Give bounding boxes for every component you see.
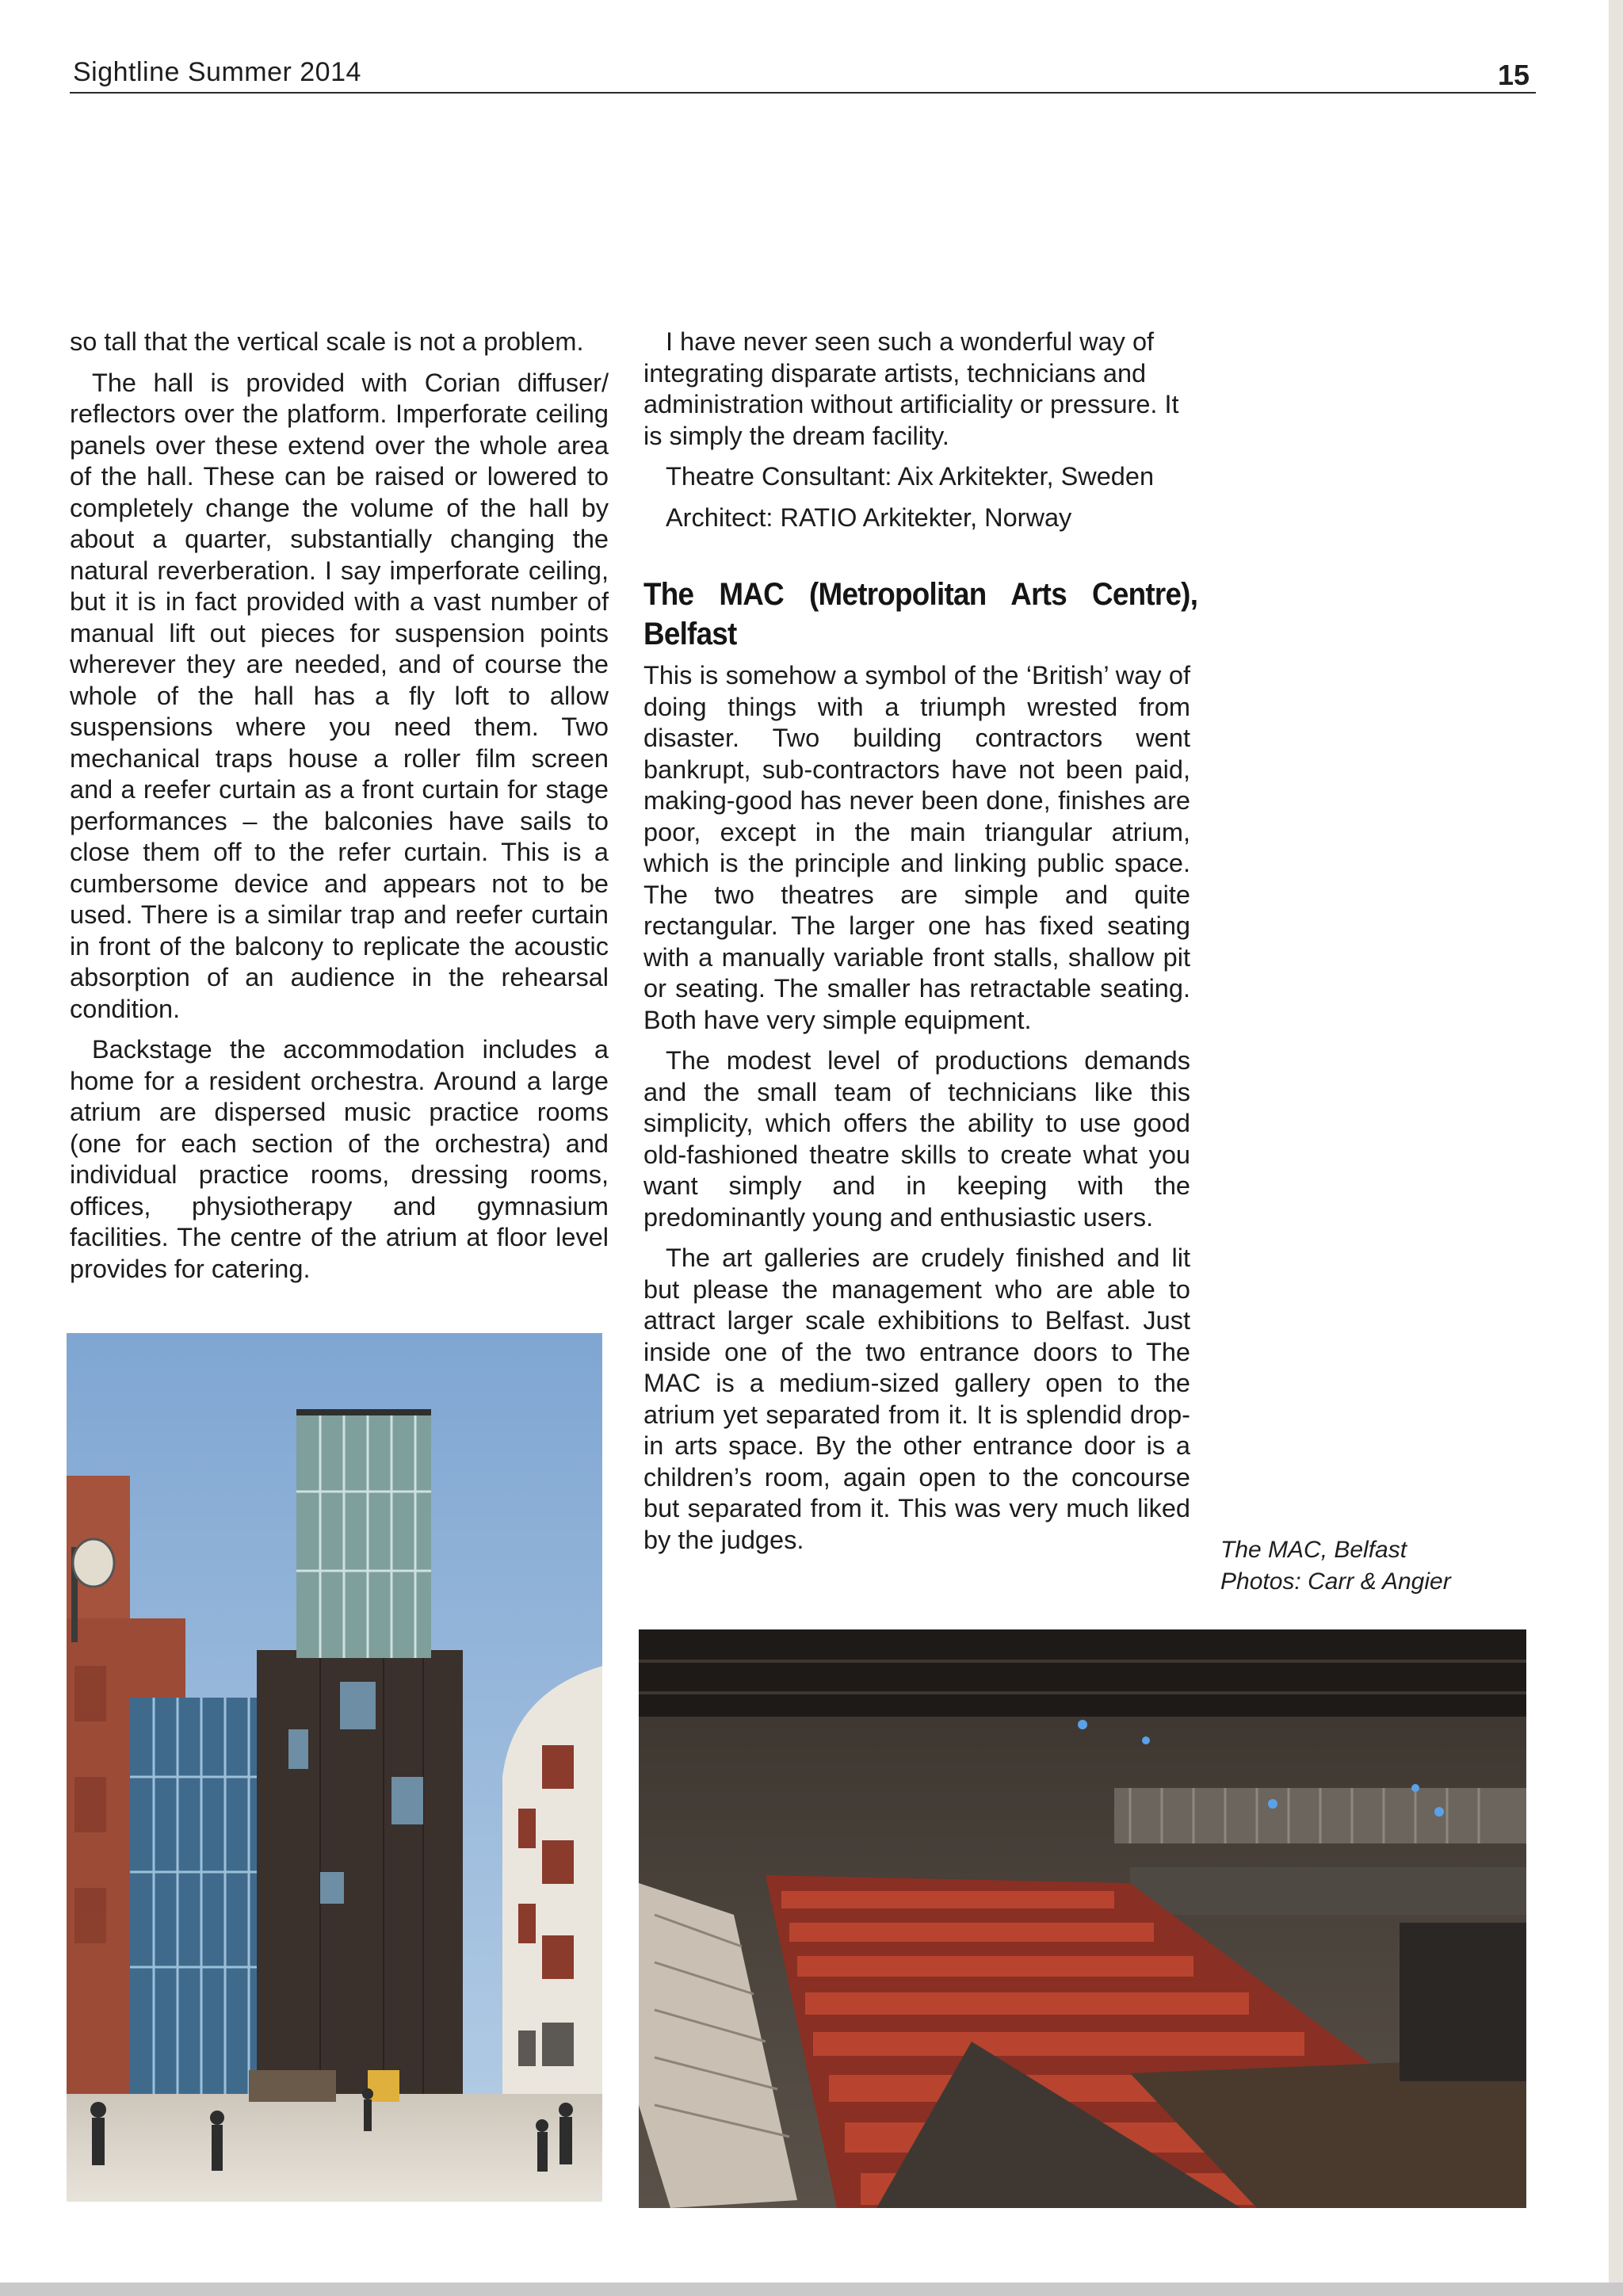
exterior-photo [67,1333,602,2202]
caption-title: The MAC, Belfast [1220,1537,1407,1563]
page-edge-bottom [0,2283,1623,2296]
exterior-illustration [67,1333,602,2202]
left-column [70,327,609,1294]
paragraph: The art galleries are crudely finished and lit but please the management who are able to attract larger scale exhibitions to Belfast. Just inside one of the two entrance doors to The MAC is a medium-sized gallery open to the atrium yet separated from it. It is splendid drop-in arts space. By the other entrance door is a children’s room, again open to the concourse but separated from it. This was very much liked by the judges. [643,1244,1190,1554]
auditorium-photo [639,1629,1526,2208]
credit-theatre-consultant: Theatre Consultant: Aix Arkitekter, Sweden [666,462,1155,491]
publication-title: Sightline Summer 2014 [73,57,361,87]
paragraph: The modest level of productions demands and the small team of technicians like this simplicity, which offers the ability to use good old-fashioned theatre skills to create what you want simply and in keeping with the predominantly young and enthusiastic users. [643,1046,1190,1232]
credit-architect: Architect: RATIO Arkitekter, Norway [666,502,1072,532]
page-number: 15 [1497,59,1529,91]
paragraph: Backstage the accommodation includes a home for a resident orchestra. Around a large atrium are dispersed music practice rooms (one for each section of the orchestra) and individual practice rooms, dressing rooms, offices, physiotherapy and gymnasium facilities. The centre of the atrium at floor level provides for catering. [70,1035,609,1283]
section-heading: The MAC (Metropolitan Arts Centre), Belfast [643,577,1198,651]
page-edge [1609,0,1623,2296]
paragraph: This is somehow a symbol of the ‘British’ way of doing things with a triumph wrested from disaster. Two building contractors went bankrupt, sub-contractors have not been paid, making-good has never been done, finishes are poor, except in the main triangular atrium, which is the principle and linking public space. The two theatres are simple and quite rectangular. The larger one has fixed seating with a manually variable front stalls, shallow pit or seating. The smaller has retractable seating. Both have very simple equipment. [643,661,1190,1034]
paragraph: The hall is provided with Corian diffuser/ reflectors over the platform. Imperforate ceiling panels over these extend over the whole area of the hall. These can be raised or lowered to completely change the volume of the hall by about a quarter, substantially changing the natural reverberation. I say imperforate ceiling, but it is in fact provided with a vast number of manual lift out pieces for suspension points wherever they are needed, and of course the whole of the hall has a fly loft to allow suspensions where you need them. Two mechanical traps house a roller film screen and a reefer curtain as a front curtain for stage performances – the balconies have sails to close them off to the refer curtain. This is a cumbersome device and appears not to be used. There is a similar trap and reefer curtain in front of the balcony to replicate the acoustic absorption of an audience in the rehearsal condition. [70,368,609,1023]
paragraph: I have never seen such a wonderful way of integrating disparate artists, technicians and administration without artificiality or pressure. It is simply the dream facility. [643,327,1179,450]
right-column [643,327,1198,1565]
auditorium-illustration [639,1629,1526,2208]
photo-caption [1220,1534,1451,1598]
paragraph: so tall that the vertical scale is not a problem. [70,327,584,356]
header-rule [70,92,1536,94]
caption-credit: Photos: Carr & Angier [1220,1568,1451,1595]
